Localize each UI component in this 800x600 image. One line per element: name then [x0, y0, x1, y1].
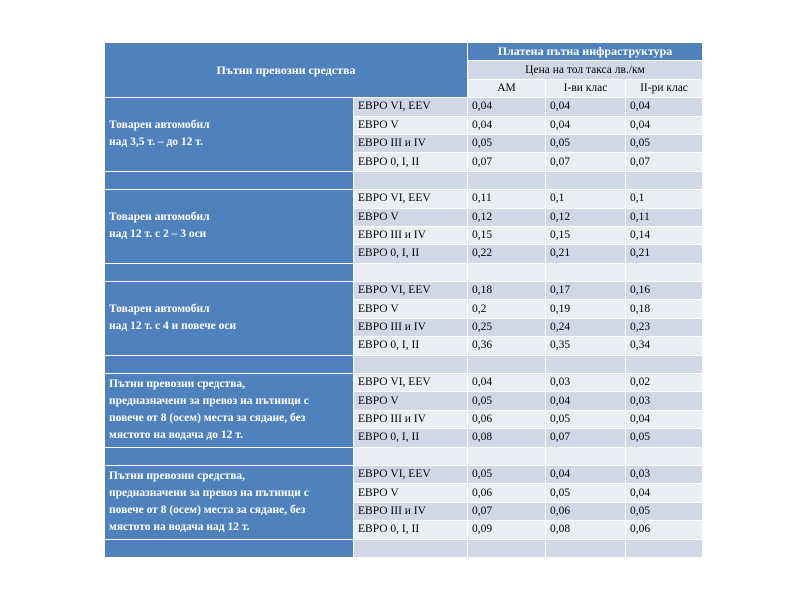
price-am-cell: 0,09 — [468, 521, 546, 539]
price-class-2-cell: 0,34 — [626, 337, 703, 355]
price-class-1-cell: 0,07 — [546, 429, 626, 447]
price-class-2-cell: 0,05 — [626, 502, 703, 520]
euro-class-cell: ЕВРО III и IV — [354, 410, 468, 428]
spacer-row — [105, 171, 703, 189]
price-am-cell: 0,04 — [468, 116, 546, 134]
spacer-category-cell — [105, 447, 354, 465]
vehicle-category-line: предназначени за превоз на пътници с — [109, 487, 309, 500]
price-class-1-cell: 0,05 — [546, 134, 626, 152]
empty-cell — [468, 263, 546, 281]
empty-cell — [626, 171, 703, 189]
column-header-class-2: II-ри клас — [626, 79, 703, 97]
price-class-1-cell: 0,04 — [546, 116, 626, 134]
price-class-2-cell: 0,05 — [626, 429, 703, 447]
vehicle-category-line: Товарен автомобил — [109, 119, 210, 132]
price-class-1-cell: 0,17 — [546, 282, 626, 300]
euro-class-cell: ЕВРО V — [354, 208, 468, 226]
spacer-category-cell — [105, 539, 354, 557]
price-am-cell: 0,11 — [468, 190, 546, 208]
vehicle-category-cell — [105, 282, 354, 356]
price-am-cell: 0,12 — [468, 208, 546, 226]
euro-class-cell: ЕВРО III и IV — [354, 134, 468, 152]
price-class-1-cell: 0,35 — [546, 337, 626, 355]
infrastructure-header: Платена пътна инфраструктура — [468, 43, 703, 61]
price-class-1-cell: 0,08 — [546, 521, 626, 539]
empty-cell — [354, 447, 468, 465]
price-am-cell: 0,06 — [468, 410, 546, 428]
empty-cell — [354, 263, 468, 281]
empty-cell — [468, 355, 546, 373]
vehicle-category-line: над 3,5 т. – до 12 т. — [109, 136, 203, 149]
price-class-2-cell: 0,18 — [626, 300, 703, 318]
price-class-2-cell: 0,02 — [626, 374, 703, 392]
price-class-1-cell: 0,06 — [546, 502, 626, 520]
price-class-2-cell: 0,04 — [626, 484, 703, 502]
price-am-cell: 0,22 — [468, 245, 546, 263]
price-am-cell: 0,25 — [468, 318, 546, 336]
euro-class-cell: ЕВРО VI, EEV — [354, 465, 468, 483]
vehicle-category-line: над 12 т. с 2 – 3 оси — [109, 228, 207, 241]
spacer-row — [105, 263, 703, 281]
price-class-1-cell: 0,15 — [546, 226, 626, 244]
empty-cell — [468, 171, 546, 189]
euro-class-cell: ЕВРО VI, EEV — [354, 282, 468, 300]
table-row — [105, 190, 703, 208]
price-class-1-cell: 0,19 — [546, 300, 626, 318]
empty-cell — [546, 171, 626, 189]
price-am-cell: 0,05 — [468, 392, 546, 410]
euro-class-cell: ЕВРО 0, I, II — [354, 429, 468, 447]
spacer-row — [105, 447, 703, 465]
price-class-1-cell: 0,04 — [546, 98, 626, 116]
price-class-2-cell: 0,04 — [626, 116, 703, 134]
price-am-cell: 0,07 — [468, 502, 546, 520]
price-am-cell: 0,2 — [468, 300, 546, 318]
empty-cell — [546, 447, 626, 465]
empty-cell — [626, 447, 703, 465]
table-row — [105, 282, 703, 300]
price-class-2-cell: 0,21 — [626, 245, 703, 263]
euro-class-cell: ЕВРО VI, EEV — [354, 190, 468, 208]
vehicle-category-line: над 12 т. с 4 и повече оси — [109, 320, 237, 333]
euro-class-cell: ЕВРО III и IV — [354, 318, 468, 336]
spacer-category-cell — [105, 263, 354, 281]
euro-class-cell: ЕВРО VI, EEV — [354, 98, 468, 116]
empty-cell — [354, 171, 468, 189]
vehicle-category-cell — [105, 374, 354, 448]
table-row — [105, 98, 703, 116]
price-am-cell: 0,06 — [468, 484, 546, 502]
price-am-cell: 0,18 — [468, 282, 546, 300]
euro-class-cell: ЕВРО 0, I, II — [354, 153, 468, 171]
euro-class-cell: ЕВРО III и IV — [354, 502, 468, 520]
empty-cell — [626, 355, 703, 373]
empty-cell — [546, 355, 626, 373]
price-am-cell: 0,05 — [468, 134, 546, 152]
euro-class-cell: ЕВРО V — [354, 392, 468, 410]
price-class-2-cell: 0,1 — [626, 190, 703, 208]
toll-rates-table — [104, 42, 703, 558]
price-class-1-cell: 0,07 — [546, 153, 626, 171]
vehicle-category-line: Товарен автомобил — [109, 211, 210, 224]
price-class-1-cell: 0,04 — [546, 465, 626, 483]
price-class-2-cell: 0,14 — [626, 226, 703, 244]
price-am-cell: 0,08 — [468, 429, 546, 447]
price-class-2-cell: 0,05 — [626, 134, 703, 152]
vehicles-header: Пътни превозни средства — [105, 43, 468, 98]
euro-class-cell: ЕВРО 0, I, II — [354, 521, 468, 539]
column-header-class-1: I-ви клас — [546, 79, 626, 97]
euro-class-cell: ЕВРО V — [354, 300, 468, 318]
vehicle-category-line: мястото на водача до 12 т. — [109, 429, 243, 442]
vehicle-category-cell — [105, 465, 354, 539]
price-class-1-cell: 0,21 — [546, 245, 626, 263]
empty-cell — [468, 539, 546, 557]
price-am-cell: 0,04 — [468, 374, 546, 392]
empty-cell — [626, 263, 703, 281]
price-class-1-cell: 0,04 — [546, 392, 626, 410]
spacer-category-cell — [105, 171, 354, 189]
vehicle-category-line: Товарен автомобил — [109, 303, 210, 316]
price-class-2-cell: 0,04 — [626, 410, 703, 428]
price-am-cell: 0,05 — [468, 465, 546, 483]
price-am-cell: 0,36 — [468, 337, 546, 355]
empty-cell — [354, 539, 468, 557]
euro-class-cell: ЕВРО V — [354, 116, 468, 134]
price-class-1-cell: 0,12 — [546, 208, 626, 226]
vehicle-category-line: предназначени за превоз на пътници с — [109, 395, 309, 408]
price-class-1-cell: 0,24 — [546, 318, 626, 336]
euro-class-cell: ЕВРО VI, EEV — [354, 374, 468, 392]
empty-cell — [546, 263, 626, 281]
price-am-cell: 0,07 — [468, 153, 546, 171]
empty-cell — [354, 355, 468, 373]
price-class-2-cell: 0,03 — [626, 392, 703, 410]
price-class-1-cell: 0,1 — [546, 190, 626, 208]
price-class-2-cell: 0,23 — [626, 318, 703, 336]
euro-class-cell: ЕВРО 0, I, II — [354, 337, 468, 355]
euro-class-cell: ЕВРО 0, I, II — [354, 245, 468, 263]
table-row — [105, 374, 703, 392]
price-am-cell: 0,15 — [468, 226, 546, 244]
price-header: Цена на тол такса лв./км — [468, 61, 703, 79]
price-class-2-cell: 0,07 — [626, 153, 703, 171]
empty-cell — [468, 447, 546, 465]
spacer-row — [105, 539, 703, 557]
empty-cell — [626, 539, 703, 557]
vehicle-category-cell — [105, 98, 354, 172]
vehicle-category-line: мястото на водача над 12 т. — [109, 521, 250, 534]
vehicle-category-cell — [105, 190, 354, 264]
spacer-category-cell — [105, 355, 354, 373]
price-class-1-cell: 0,05 — [546, 484, 626, 502]
euro-class-cell: ЕВРО V — [354, 484, 468, 502]
column-header-am: АМ — [468, 79, 546, 97]
price-class-2-cell: 0,03 — [626, 465, 703, 483]
price-class-2-cell: 0,04 — [626, 98, 703, 116]
vehicle-category-line: повече от 8 (осем) места за сядане, без — [109, 412, 306, 425]
vehicle-category-line: Пътни превозни средства, — [109, 470, 246, 483]
price-class-1-cell: 0,05 — [546, 410, 626, 428]
price-am-cell: 0,04 — [468, 98, 546, 116]
spacer-row — [105, 355, 703, 373]
empty-cell — [546, 539, 626, 557]
price-class-1-cell: 0,03 — [546, 374, 626, 392]
euro-class-cell: ЕВРО III и IV — [354, 226, 468, 244]
price-class-2-cell: 0,16 — [626, 282, 703, 300]
vehicle-category-line: повече от 8 (осем) места за сядане, без — [109, 504, 306, 517]
price-class-2-cell: 0,11 — [626, 208, 703, 226]
table-row — [105, 465, 703, 483]
price-class-2-cell: 0,06 — [626, 521, 703, 539]
vehicle-category-line: Пътни превозни средства, — [109, 378, 246, 391]
